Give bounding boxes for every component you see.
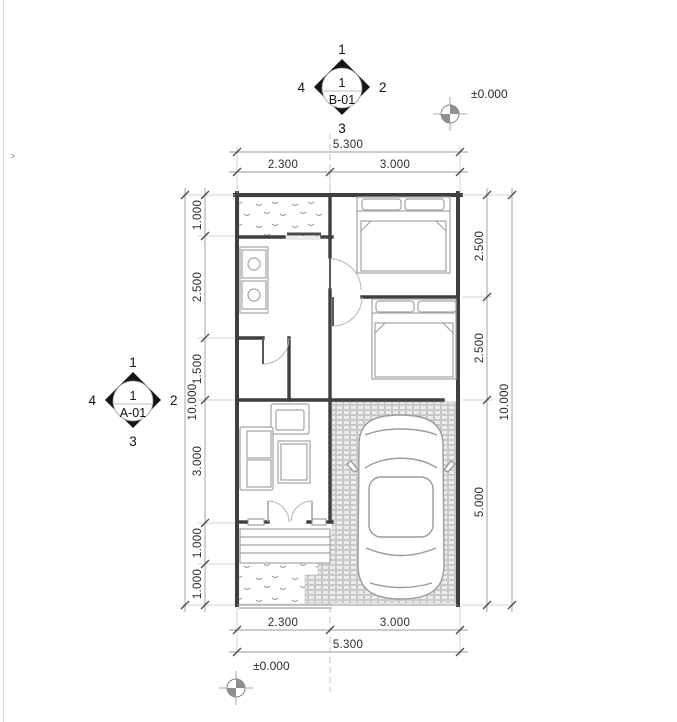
section-marker-b01 [297, 42, 386, 136]
dim-left-seg-1: 1.000 [192, 199, 204, 231]
dim-bottom-seg-2: 3.000 [379, 617, 411, 629]
level-marker-top-right [433, 87, 508, 131]
bed2-pillow-left [376, 301, 414, 312]
a01-ref-bottom: 3 [129, 434, 137, 449]
hall-door-swing-arc [330, 259, 361, 290]
plot-boundary-bottom [237, 605, 458, 608]
kitchen-sink-bowl [248, 258, 260, 270]
a01-ref-top: 1 [129, 355, 137, 370]
b01-detail-number: 1 [338, 76, 346, 90]
b01-ref-right: 2 [379, 80, 387, 95]
living-room-set [240, 404, 310, 490]
section-marker-a01 [88, 355, 177, 449]
car-roof [369, 477, 433, 537]
a01-detail-number: 1 [129, 389, 137, 403]
level-marker-bottom-left [219, 659, 290, 705]
dim-top-seg-1: 2.300 [267, 159, 299, 171]
dim-right-total: 10.000 [499, 383, 511, 421]
a01-sheet-number: A-01 [119, 406, 147, 420]
dim-right-seg-1: 2.500 [474, 230, 486, 262]
dim-right-seg-3: 5.000 [474, 486, 486, 518]
bed2-pillow-right [418, 301, 456, 312]
dim-top-total: 5.300 [332, 139, 364, 151]
dim-left-seg-6: 1.000 [192, 568, 204, 600]
dim-left-total: 10.000 [187, 383, 199, 421]
double-door-arc-left [268, 501, 289, 522]
grass-patch-entry [239, 197, 329, 237]
window-living-right [312, 519, 326, 525]
b01-ref-top: 1 [338, 42, 346, 57]
dim-bottom-seg-1: 2.300 [267, 617, 299, 629]
dim-left-seg-5: 1.000 [192, 527, 204, 559]
car-top-view [347, 415, 455, 599]
armchair-cushion [276, 410, 304, 430]
a01-ref-left: 4 [88, 393, 96, 408]
kitchen-stove-burner [248, 289, 260, 301]
stray-mark: > [10, 151, 16, 161]
sofa-cushion-2 [247, 460, 271, 487]
bathroom-door-swing-arc [263, 338, 289, 364]
double-door-arc-right [291, 501, 312, 522]
dim-top-seg-2: 3.000 [379, 159, 411, 171]
sofa-cushion-1 [247, 431, 271, 458]
b01-ref-left: 4 [297, 80, 305, 95]
entry-steps [240, 529, 330, 563]
window-living-left [248, 519, 264, 525]
dim-left-seg-3: 1.500 [192, 353, 204, 385]
a01-ref-right: 2 [170, 393, 178, 408]
bed1-pillow-right [405, 199, 444, 210]
coffee-table-top [281, 444, 307, 480]
dim-left-seg-2: 2.500 [192, 271, 204, 303]
dim-right-seg-2: 2.500 [474, 332, 486, 364]
level-top-value: ±0.000 [471, 87, 508, 101]
b01-sheet-number: B-01 [328, 93, 356, 107]
kitchen-counter [240, 247, 268, 313]
steps-outline [240, 529, 330, 563]
level-top-quadrant-sw [441, 114, 450, 123]
bed1-blanket [361, 221, 446, 271]
level-top-quadrant-ne [450, 105, 459, 114]
bed1-pillow-left [362, 199, 401, 210]
level-bottom-quadrant-ne [236, 679, 245, 688]
b01-ref-bottom: 3 [338, 121, 346, 136]
bed-bedroom2 [372, 299, 456, 379]
bedroom2-door-swing-arc [333, 297, 362, 326]
dim-left-seg-4: 3.000 [192, 445, 204, 477]
bed-bedroom1 [357, 197, 450, 273]
level-bottom-value: ±0.000 [253, 659, 290, 673]
level-bottom-quadrant-sw [227, 688, 236, 697]
dim-bottom-total: 5.300 [332, 639, 364, 651]
bed2-blanket [375, 323, 453, 377]
